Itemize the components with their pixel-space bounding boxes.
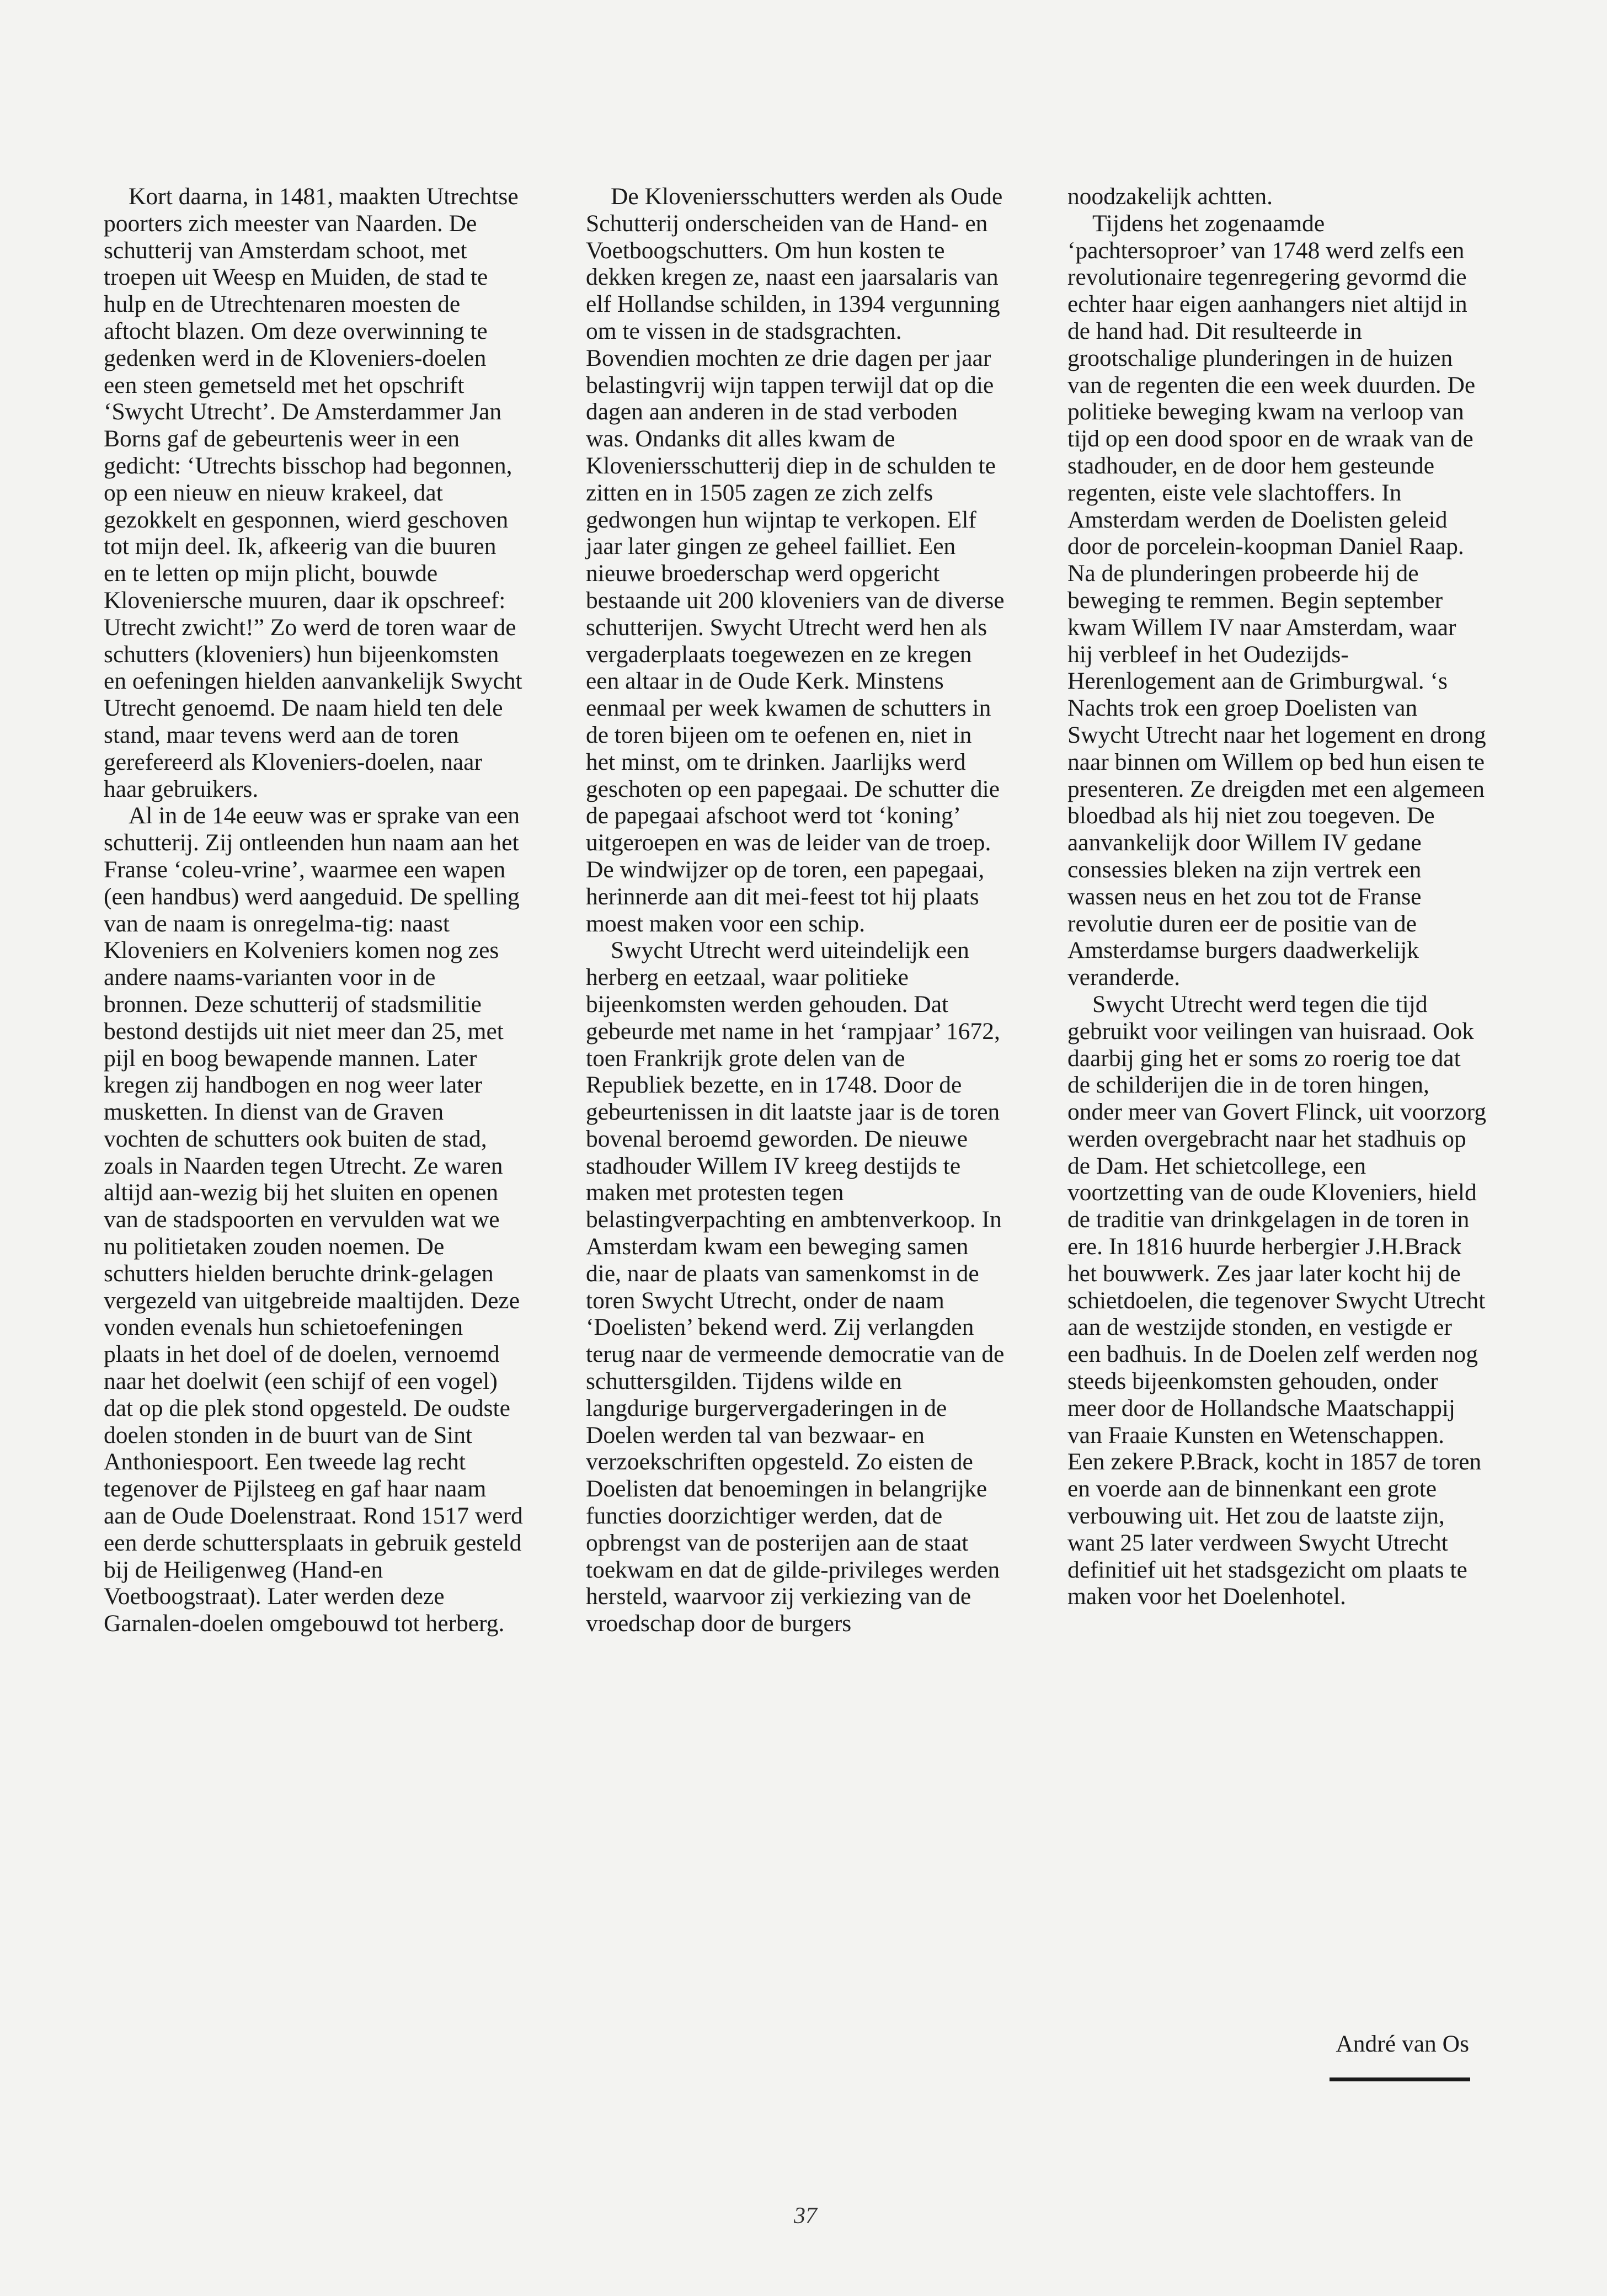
- paragraph: Swycht Utrecht werd uiteindelijk een herberg en eetzaal, waar politieke bijeenkomsten werden gehouden. Dat gebeurde met name in het ‘rampjaar’ 1672, toen Frankrijk grote delen van de Republiek bezette, en in 1748. Door de gebeurtenissen in dit laatste jaar is de toren bovenal beroemd geworden. De nieuwe stadhouder Willem IV kreeg destijds te maken met protesten tegen belastingverpachting en ambtenverkoop. In Amsterdam kwam een beweging samen die, naar de plaats van samenkomst in de toren Swycht Utrecht, onder de naam ‘Doelisten’ bekend werd. Zij verlangden terug naar de vermeende democratie van de schuttersgilden. Tijdens wilde en langdurige burgervergaderingen in de Doelen werden tal van bezwaar- en verzoekschriften opgesteld. Zo eisten de Doelisten dat benoemingen in belangrijke functies doorzichtiger werden, dat de opbrengst van de posterijen aan de staat toekwam en dat de gilde-privileges werden hersteld, waarvoor zij verkiezing van de vroedschap door de burgers: [586, 937, 1005, 1637]
- page-number: 37: [794, 2203, 817, 2229]
- text-column-3: [1067, 183, 1487, 1610]
- paragraph: Kort daarna, in 1481, maakten Utrechtse poorters zich meester van Naarden. De schutterij van Amsterdam schoot, met troepen uit Weesp en Muiden, de stad te hulp en de Utrechtenaren moesten de aftocht blazen. Om deze overwinning te gedenken werd in de Kloveniers-doelen een steen gemetseld met het opschrift ‘Swycht Utrecht’. De Amsterdammer Jan Borns gaf de gebeurtenis weer in een gedicht: ‘Utrechts bisschop had begonnen, op een nieuw en nieuw krakeel, dat gezokkelt en gesponnen, wierd geschoven tot mijn deel. Ik, afkeerig van die buuren en te letten op mijn plicht, bouwde Kloveniersche muuren, daar ik opschreef: Utrecht zwicht!” Zo werd de toren waar de schutters (kloveniers) hun bijeenkomsten en oefeningen hielden aanvankelijk Swycht Utrecht genoemd. De naam hield ten dele stand, maar tevens werd aan de toren gerefereerd als Kloveniers-doelen, naar haar gebruikers.: [104, 183, 522, 802]
- text-column-2: [586, 183, 1005, 1637]
- text-column-1: [104, 183, 523, 1637]
- paragraph: De Kloveniersschutters werden als Oude Schutterij onderscheiden van de Hand- en Voetboogschutters. Om hun kosten te dekken kregen ze, naast een jaarsalaris van elf Hollandse schilden, in 1394 vergunning om te vissen in de stadsgrachten. Bovendien mochten ze drie dagen per jaar belastingvrij wijn tappen terwijl dat op die dagen aan anderen in de stad verboden was. Ondanks dit alles kwam de Kloveniersschutterij diep in de schulden te zitten en in 1505 zagen ze zich zelfs gedwongen hun wijntap te verkopen. Elf jaar later gingen ze geheel failliet. Een nieuwe broederschap werd opgericht bestaande uit 200 kloveniers van de diverse schutterijen. Swycht Utrecht werd hen als vergaderplaats toegewezen en ze kregen een altaar in de Oude Kerk. Minstens eenmaal per week kwamen de schutters in de toren bijeen om te oefenen en, niet in het minst, om te drinken. Jaarlijks werd geschoten op een papegaai. De schutter die de papegaai afschoot werd tot ‘koning’ uitgeroepen en was de leider van de troep. De windwijzer op de toren, een papegaai, herinnerde aan dit mei-feest tot hij plaats moest maken voor een schip.: [586, 183, 1005, 937]
- signature-rule: [1330, 2077, 1470, 2081]
- paragraph: Al in de 14e eeuw was er sprake van een schutterij. Zij ontleenden hun naam aan het Franse ‘coleu-vrine’, waarmee een wapen (een handbus) werd aangeduid. De spelling van de naam is onregelma-tig: naast Kloveniers en Kolveniers komen nog zes andere naams-varianten voor in de bronnen. Deze schutterij of stadsmilitie bestond destijds uit niet meer dan 25, met pijl en boog bewapende mannen. Later kregen zij handbogen en nog weer later musketten. In dienst van de Graven vochten de schutters ook buiten de stad, zoals in Naarden tegen Utrecht. Ze waren altijd aan-wezig bij het sluiten en openen van de stadspoorten en vervulden wat we nu politietaken zouden noemen. De schutters hielden beruchte drink-gelagen vergezeld van uitgebreide maaltijden. Deze vonden evenals hun schietoefeningen plaats in het doel of de doelen, vernoemd naar het doelwit (een schijf of een vogel) dat op die plek stond opgesteld. De oudste doelen stonden in de buurt van de Sint Anthoniespoort. Een tweede lag recht tegenover de Pijlsteeg en gaf haar naam aan de Oude Doelenstraat. Rond 1517 werd een derde schuttersplaats in gebruik gesteld bij de Heiligenweg (Hand-en Voetboogstraat). Later werden deze Garnalen-doelen omgebouwd tot herberg.: [104, 802, 523, 1637]
- paragraph: Swycht Utrecht werd tegen die tijd gebruikt voor veilingen van huisraad. Ook daarbij ging het er soms zo roerig toe dat de schilderijen die in de toren hingen, onder meer van Govert Flinck, uit voorzorg werden overgebracht naar het stadhuis op de Dam. Het schietcollege, een voortzetting van de oude Kloveniers, hield de traditie van drinkgelagen in de toren in ere. In 1816 huurde herbergier J.H.Brack het bouwwerk. Zes jaar later kocht hij de schietdoelen, die tegenover Swycht Utrecht aan de westzijde stonden, en vestigde er een badhuis. In de Doelen zelf werden nog steeds bijeenkomsten gehouden, onder meer door de Hollandsche Maatschappij van Fraaie Kunsten en Wetenschappen. Een zekere P.Brack, kocht in 1857 de toren en voerde aan de binnenkant een grote verbouwing uit. Het zou de laatste zijn, want 25 later verdween Swycht Utrecht definitief uit het stadsgezicht om plaats te maken voor het Doelenhotel.: [1067, 990, 1487, 1610]
- paragraph: noodzakelijk achtten.: [1067, 183, 1273, 210]
- author-signature: André van Os: [1336, 2031, 1469, 2057]
- paragraph: Tijdens het zogenaamde ‘pachtersoproer’ van 1748 werd zelfs een revolutionaire tegenregering gevormd die echter haar eigen aanhangers niet altijd in de hand had. Dit resulteerde in grootschalige plunderingen in de huizen van de regenten die een week duurden. De politieke beweging kwam na verloop van tijd op een dood spoor en de wraak van de stadhouder, en de door hem gesteunde regenten, eiste vele slachtoffers. In Amsterdam werden de Doelisten geleid door de porcelein-koopman Daniel Raap. Na de plunderingen probeerde hij de beweging te remmen. Begin september kwam Willem IV naar Amsterdam, waar hij verbleef in het Oudezijds-Herenlogement aan de Grimburgwal. ‘s Nachts trok een groep Doelisten van Swycht Utrecht naar het logement en drong naar binnen om Willem op bed hun eisen te presenteren. Ze dreigden met een algemeen bloedbad als hij niet zou toegeven. De aanvankelijk door Willem IV gedane consessies bleken na zijn vertrek een wassen neus en het zou tot de Franse revolutie duren eer de positie van de Amsterdamse burgers daadwerkelijk veranderde.: [1067, 210, 1486, 991]
